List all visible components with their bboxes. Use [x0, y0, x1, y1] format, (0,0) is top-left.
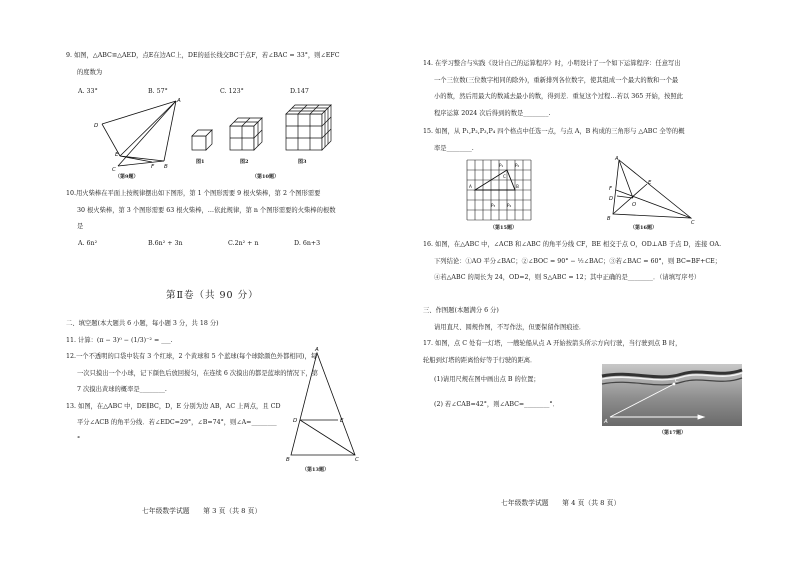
q10-line3: 是: [77, 223, 84, 230]
q16-label-o: O: [632, 202, 637, 208]
q17-sub-questions: [434, 372, 559, 413]
q16-label-b: B: [607, 216, 611, 222]
q14-line4: 程序运算 2024 次后得到的数是________.: [434, 109, 551, 117]
q14-line3: 小的数，然后用最大的数减去最小的数，得到差．重复这个过程…若以 365 开始，按照此: [434, 93, 684, 100]
q10-line1: 10.用火柴棒在平面上按规律摆出如下图形，第 1 个图形需要 9 根火柴棒，第 2 个图形需要: [66, 190, 321, 197]
q15-label-b: B: [516, 184, 519, 189]
q17-sub2: (2) 若∠CAB=42°，则∠ABC=________°．: [434, 400, 559, 408]
q9-figure-caption: （第9题）: [115, 174, 139, 180]
q15-label-c: C: [503, 174, 506, 179]
q17-sub1: (1)请用尺规在图中画出点 B 的位置；: [434, 376, 540, 383]
q14-line2: 一个三位数(三位数字相同的除外)，重新排列各位数字，使其组成一个最大的数和一个最: [434, 76, 679, 84]
q15-label-a: A: [469, 184, 472, 189]
q9-figure: [88, 96, 188, 176]
q13-label-e: E: [340, 418, 344, 424]
question-16: [423, 237, 721, 287]
q17-line2: 轮船到灯塔的距离恰好等于行驶的距离．: [423, 356, 537, 364]
q9-label-f: F: [151, 164, 155, 170]
question-11: 11. 计算：(π − 3)⁰ − (1/3)⁻² = ___.: [66, 336, 173, 344]
q9-label-c: C: [112, 167, 116, 173]
question-15: [423, 124, 685, 157]
part-2-heading: 二、填空题(本大题共 6 小题，每小题 3 分，共 18 分): [66, 320, 219, 327]
q9-option-b: B. 57°: [148, 88, 168, 95]
page-3-footer: 七年级数学试题 第 3 页（共 8 页）: [142, 507, 262, 515]
q10-line2: 30 根火柴棒，第 3 个图形需要 63 根火柴棒，…依此规律，第 n 个图形需要的火柴棒的根数: [77, 206, 336, 214]
page-4-footer: 七年级数学试题 第 4 页（共 8 页）: [501, 499, 621, 507]
q13-line2: 平分∠ACB 的角平分线．若∠EDC=29°，∠B=74°，则∠A=________: [77, 419, 277, 426]
q10-figure-caption: （第10题）: [252, 174, 279, 180]
q10-figures: [190, 102, 340, 162]
q15-line2: 率是________.: [434, 144, 474, 152]
q14-line1: 14. 在学习整合与实践《设计自己的运算程序》时，小明设计了一个如下运算程序：任意写出: [423, 60, 681, 67]
q15-figure: [465, 158, 537, 230]
q9-option-c: C. 123°: [220, 88, 244, 95]
fill-in-section: [66, 316, 318, 448]
q15-line1: 15. 如图，从 P₁,P₂,P₃,P₄ 四个格点中任选一点，与点 A，B 构成的三角形与 △ABC 全等的概: [423, 128, 685, 135]
q16-line3: ④若△ABC 的周长为 24，OD=2，则 S△ABC = 12；其中正确的是________．（请填写序号）: [434, 274, 701, 281]
q13-label-a: A: [315, 347, 319, 353]
q9-label-b: B: [164, 164, 168, 170]
q16-line1: 16. 如图，在△ABC 中，∠ACB 和∠ABC 的角平分线 CF，BE 相交于点 O，OD⊥AB 于点 D，连接 OA.: [423, 241, 722, 248]
q16-label-c: C: [691, 220, 695, 226]
q12-line3: 7 次摸出黄球的概率是________.: [77, 386, 167, 393]
q9-label-d: D: [94, 123, 99, 129]
page-4: [397, 0, 794, 561]
q10-option-a: A. 6n²: [78, 240, 98, 247]
q9-option-a: A. 33°: [78, 88, 98, 95]
q9-line2: 的度数为: [77, 68, 103, 76]
q17-figure: [602, 364, 742, 426]
q15-label-p4: P₄: [507, 203, 512, 208]
q16-label-a: A: [615, 156, 619, 162]
q10-option-b: B.6n² + 3n: [148, 240, 183, 247]
q13-figure-caption: （第13题）: [302, 467, 329, 473]
q10-fig3-name: 图3: [298, 159, 307, 165]
part-3-note: 请用直尺、圆规作图，不写作法，但要保留作图痕迹．: [434, 323, 586, 331]
q16-label-e: E: [648, 180, 652, 186]
q15-label-p2: P₂: [515, 163, 520, 168]
q17-label-a: A: [604, 419, 608, 425]
q9-line1: 9. 如图，△ABC≌△AED，点E在边AC上，DE的延长线交BC于点F，若∠BAC = 33°，则∠EFC: [66, 52, 340, 59]
drawing-section: [423, 303, 681, 369]
q16-label-f: F: [609, 186, 612, 192]
q10-option-d: D. 6n+3: [294, 240, 321, 247]
section-2-title: 第Ⅱ卷（共 90 分）: [166, 290, 259, 301]
q10-fig1-name: 图1: [196, 159, 205, 165]
q17-figure-caption: （第17题）: [659, 430, 686, 436]
q13-line1: 13. 如图，在△ABC 中，DE∥BC，D，E 分别为边 AB，AC 上两点，且 CD: [66, 402, 281, 410]
question-9: [66, 48, 340, 81]
q15-label-p1: P₁: [499, 163, 504, 168]
q9-label-e: E: [115, 152, 119, 158]
q9-option-d: D.147: [290, 88, 309, 95]
q17-line1: 17. 如图，点 C 处有一灯塔，一艘轮船从点 A 开始按箭头所示方向行驶，当行驶到点 B 时，: [423, 340, 682, 347]
q15-label-p3: P₃: [491, 203, 496, 208]
q10-fig2-name: 图2: [240, 159, 249, 165]
question-14: [423, 56, 683, 122]
question-10: [66, 186, 336, 236]
q17-label-c: C: [675, 378, 679, 384]
q12-line1: 12.一个不透明的口袋中装有 3 个红球，2 个黄球和 5 个蓝球(每个球除颜色外都相同)，每: [66, 353, 318, 360]
q16-line2: 下列结论：①AO 平分∠BAC；②∠BOC = 90° − ½∠BAC；③若∠BAC = 60°，则 BC=BF+CE；: [434, 257, 722, 265]
q13-label-c: C: [355, 457, 359, 463]
q13-line3: °: [77, 435, 81, 443]
q15-figure-caption: （第15题）: [490, 225, 517, 231]
q13-figure: [285, 345, 365, 465]
q13-label-b: B: [286, 457, 290, 463]
q9-label-a: A: [177, 98, 181, 104]
q16-label-d: D: [609, 196, 613, 202]
q12-line2: 一次只摸出一个小球，记下颜色后放回搅匀，在连续 6 次摸出的都是蓝球的情况下，第: [77, 369, 318, 377]
q16-figure: [609, 156, 699, 231]
q13-label-d: D: [293, 418, 298, 424]
q16-figure-caption: （第16题）: [630, 225, 657, 231]
part-3-heading: 三、作图题(本题满分 6 分): [423, 307, 499, 314]
q10-option-c: C.2n² + n: [228, 240, 259, 247]
